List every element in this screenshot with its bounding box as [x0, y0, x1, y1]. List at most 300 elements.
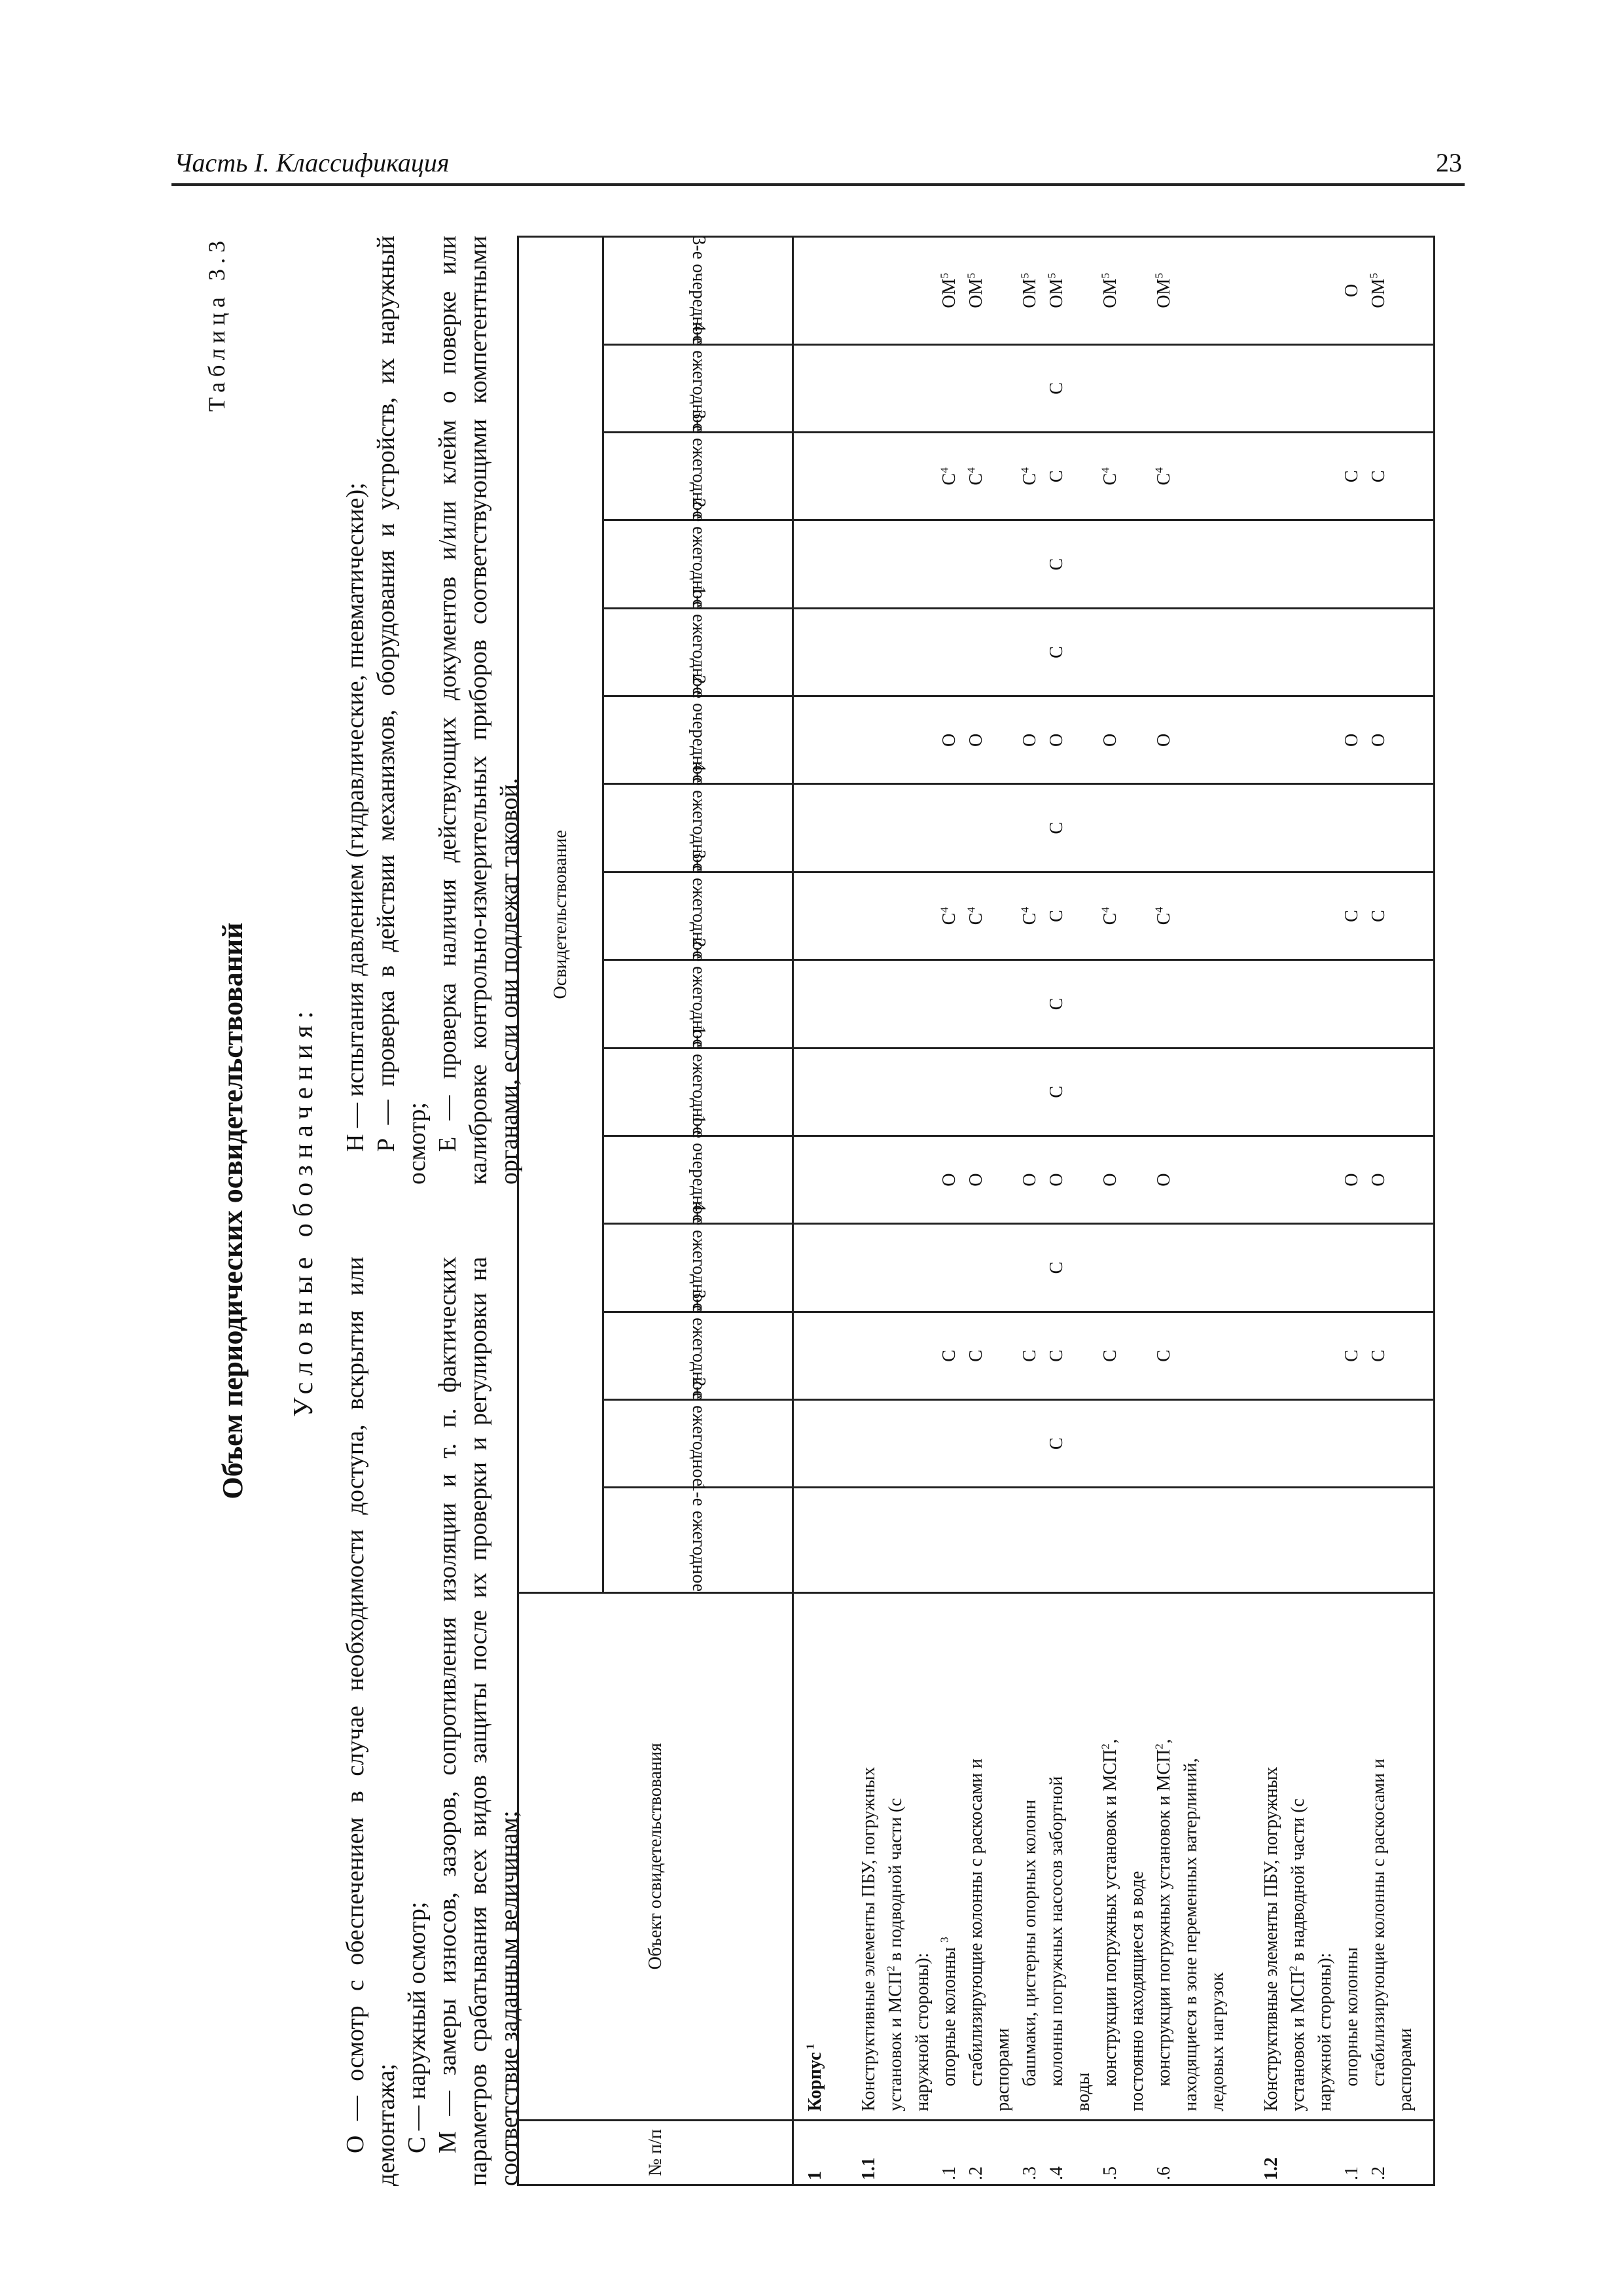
survey-mark: $С^4$: [938, 467, 959, 486]
survey-mark: [1311, 873, 1338, 959]
survey-mark: [1392, 1401, 1419, 1486]
period-label: 1-е ежегодное: [688, 1482, 709, 1592]
survey-mark: С: [1046, 470, 1067, 483]
survey-mark: [829, 697, 855, 783]
survey-mark: [1016, 785, 1043, 871]
survey-mark: [1392, 1049, 1419, 1135]
survey-mark: С: [939, 1350, 959, 1362]
survey-mark: [1258, 433, 1285, 519]
survey-mark: [1392, 238, 1419, 344]
survey-mark: [1150, 609, 1177, 695]
survey-mark: [882, 1313, 909, 1399]
marks-column-7: [793, 960, 1435, 1048]
survey-mark: [990, 346, 1016, 431]
survey-mark: [1392, 1313, 1419, 1399]
survey-mark: [1258, 1137, 1285, 1223]
legend-heading: Условные обозначения:: [289, 1004, 319, 1418]
row-number: .2: [966, 2166, 986, 2180]
object-line: стабилизирующие колонны с раскосами и: [1368, 1758, 1389, 2087]
survey-mark: [1231, 521, 1258, 607]
survey-mark: [1258, 1401, 1285, 1486]
survey-mark: [1365, 346, 1392, 431]
survey-mark: [1231, 961, 1258, 1047]
survey-mark: [1124, 1049, 1150, 1135]
survey-mark: [1311, 1049, 1338, 1135]
survey-mark: [1338, 1049, 1365, 1135]
object-line: [1231, 1602, 1258, 2111]
survey-mark: [1311, 1137, 1338, 1223]
object-line: постоянно находящиеся в воде: [1127, 1871, 1147, 2111]
period-label: 3-е ежегодное: [688, 1289, 709, 1399]
survey-mark: [855, 1049, 882, 1135]
survey-mark: [1258, 521, 1285, 607]
survey-mark: [1177, 961, 1204, 1047]
survey-mark: [909, 1313, 936, 1399]
survey-mark: [1070, 1225, 1097, 1310]
survey-mark: [802, 1313, 829, 1399]
object-line: Конструктивные элементы ПБУ, погружных: [1261, 1767, 1281, 2111]
survey-mark: [1016, 1401, 1043, 1486]
survey-mark: [802, 873, 829, 959]
survey-mark: [1311, 521, 1338, 607]
survey-mark: [1258, 785, 1285, 871]
survey-mark: О: [1342, 1173, 1362, 1187]
survey-mark: [855, 785, 882, 871]
survey-mark: [1204, 433, 1231, 519]
survey-mark: [990, 1049, 1016, 1135]
survey-mark: [1070, 1313, 1097, 1399]
survey-mark: [909, 961, 936, 1047]
survey-mark: [1285, 346, 1311, 431]
survey-mark: [1285, 697, 1311, 783]
survey-mark: [1285, 1313, 1311, 1399]
survey-mark: [1392, 1137, 1419, 1223]
period-label: 2-е ежегодное: [688, 1377, 709, 1487]
period-label: 3-е ежегодное: [688, 850, 709, 960]
survey-mark: О: [939, 733, 959, 747]
survey-mark: [1150, 1225, 1177, 1310]
survey-mark: [1311, 238, 1338, 344]
survey-mark: [936, 961, 963, 1047]
survey-mark: С: [1368, 470, 1389, 483]
period-header-8: [603, 850, 793, 960]
survey-mark: [1070, 697, 1097, 783]
survey-mark: [1285, 433, 1311, 519]
survey-mark: [1097, 346, 1124, 431]
survey-mark: [936, 346, 963, 431]
survey-mark: [936, 609, 963, 695]
marks-column-5: [793, 1136, 1435, 1223]
survey-mark: [1258, 1225, 1285, 1310]
survey-mark: [1285, 785, 1311, 871]
survey-mark: [990, 1225, 1016, 1310]
row-number: [1124, 2125, 1150, 2180]
survey-mark: [1204, 1225, 1231, 1310]
survey-mark: [829, 873, 855, 959]
survey-mark: [1204, 1049, 1231, 1135]
survey-mark: [882, 1488, 909, 1591]
survey-mark: [1285, 1488, 1311, 1591]
survey-mark: $ОМ^5$: [1099, 272, 1120, 308]
survey-mark: [1365, 1488, 1392, 1591]
survey-mark: [1016, 1049, 1043, 1135]
period-label: 1-е ежегодное: [688, 1026, 709, 1135]
legend-m: М — замеры износов, зазоров, сопротивления изоляции и т. п. фактических параметров срабатывания всех видов защиты после их проверки и регулировки на соответствие заданным величинам;: [434, 1257, 523, 2186]
period-label: 2-е очередное: [688, 675, 709, 783]
survey-mark: [1124, 609, 1150, 695]
marks-column-8: [793, 872, 1435, 960]
survey-mark: [1177, 1401, 1204, 1486]
survey-mark: [1070, 1137, 1097, 1223]
survey-mark: [1150, 1488, 1177, 1591]
survey-mark: $ОМ^5$: [965, 272, 986, 308]
survey-mark: [1338, 609, 1365, 695]
survey-mark: [1338, 1225, 1365, 1310]
survey-mark: О: [1100, 1173, 1120, 1187]
survey-mark: [1258, 873, 1285, 959]
marks-column-1: [793, 1488, 1435, 1592]
survey-mark: [1258, 609, 1285, 695]
period-header-11: [603, 586, 793, 696]
survey-mark: С: [1046, 1437, 1067, 1450]
row-number: [1204, 2125, 1231, 2180]
survey-mark: [1285, 1225, 1311, 1310]
survey-mark: [1070, 873, 1097, 959]
survey-mark: [1258, 697, 1285, 783]
row-number: [1311, 2125, 1338, 2180]
survey-mark: С: [1368, 1350, 1389, 1362]
survey-mark: [802, 1488, 829, 1591]
survey-mark: [829, 609, 855, 695]
survey-mark: [802, 521, 829, 607]
survey-mark: [1124, 238, 1150, 344]
survey-mark: [829, 238, 855, 344]
survey-mark: [829, 346, 855, 431]
survey-mark: [1311, 1225, 1338, 1310]
survey-mark: [1392, 1225, 1419, 1310]
period-header-7: [603, 938, 793, 1048]
survey-mark: [1070, 1049, 1097, 1135]
survey-mark: [882, 609, 909, 695]
survey-mark: [1124, 346, 1150, 431]
survey-mark: [1070, 521, 1097, 607]
survey-mark: [1204, 961, 1231, 1047]
survey-mark: [1097, 609, 1124, 695]
survey-mark: [1150, 961, 1177, 1047]
survey-mark: [990, 961, 1016, 1047]
period-header-13: [603, 410, 793, 520]
survey-mark: [1285, 1137, 1311, 1223]
survey-mark: [1231, 1488, 1258, 1591]
survey-mark: С: [1100, 1350, 1120, 1362]
survey-mark: О: [1342, 733, 1362, 747]
marks-column-9: [793, 784, 1435, 872]
survey-mark: О: [966, 733, 986, 747]
survey-mark: $ОМ^5$: [1152, 272, 1174, 308]
survey-mark: [1365, 785, 1392, 871]
period-label: 4-е ежегодное: [688, 1202, 709, 1311]
survey-mark: [1311, 346, 1338, 431]
object-line: конструкции погружных установок и МСП$^2$,: [1099, 1739, 1120, 2087]
survey-mark: [1150, 1049, 1177, 1135]
survey-mark: [1097, 521, 1124, 607]
survey-mark: [1365, 609, 1392, 695]
survey-mark: С: [1046, 1085, 1067, 1098]
survey-mark: [1070, 433, 1097, 519]
survey-mark: [1258, 1488, 1285, 1591]
period-label: 3-е ежегодное: [688, 410, 709, 520]
survey-mark: [882, 238, 909, 344]
survey-mark: [1258, 346, 1285, 431]
survey-mark: [909, 1401, 936, 1486]
objects-column: [793, 1592, 1435, 2120]
survey-mark: [1124, 961, 1150, 1047]
survey-mark: [855, 346, 882, 431]
marks-column-2: [793, 1400, 1435, 1488]
survey-mark: [882, 1049, 909, 1135]
survey-mark: [963, 1401, 990, 1486]
marks-column-3: [793, 1312, 1435, 1399]
marks-column-14: [793, 344, 1435, 432]
survey-mark: [1231, 697, 1258, 783]
survey-mark: [1124, 433, 1150, 519]
row-number: [990, 2125, 1016, 2180]
survey-mark: С: [1342, 910, 1362, 922]
survey-mark: [1231, 785, 1258, 871]
marks-column-12: [793, 520, 1435, 608]
survey-mark: [882, 1137, 909, 1223]
object-line: [829, 1602, 855, 2111]
survey-mark: [855, 1313, 882, 1399]
row-number: .1: [1342, 2166, 1362, 2180]
period-label: 4-е ежегодное: [688, 322, 709, 432]
object-line: Конструктивные элементы ПБУ, погружных: [859, 1767, 879, 2111]
period-header-3: [603, 1289, 793, 1399]
survey-mark: С: [1046, 910, 1067, 922]
survey-mark: [1177, 1049, 1204, 1135]
survey-mark: [1124, 1488, 1150, 1591]
survey-mark: О: [1020, 1173, 1040, 1187]
survey-mark: [855, 1137, 882, 1223]
running-title: Часть I. Классификация: [174, 148, 450, 177]
survey-mark: [1311, 785, 1338, 871]
survey-mark: [882, 346, 909, 431]
numbers-column: [793, 2120, 1435, 2185]
header-survey: Освидетельствование: [518, 237, 603, 1593]
survey-mark: [829, 1225, 855, 1310]
survey-mark: [1285, 238, 1311, 344]
survey-mark: [1070, 346, 1097, 431]
survey-mark: [855, 521, 882, 607]
survey-mark: С: [1046, 1350, 1067, 1362]
survey-mark: [1365, 1049, 1392, 1135]
survey-mark: [936, 1488, 963, 1591]
survey-mark: [1285, 1049, 1311, 1135]
survey-mark: [802, 961, 829, 1047]
survey-mark: С: [1368, 910, 1389, 922]
survey-mark: [1016, 1225, 1043, 1310]
survey-mark: О: [1342, 283, 1362, 297]
object-line: опорные колонны $^3$: [938, 1937, 959, 2087]
survey-mark: [882, 1225, 909, 1310]
object-line: установок и МСП$^2$ в надводной части (с: [1287, 1799, 1308, 2111]
survey-mark: О: [1100, 733, 1120, 747]
survey-mark: [855, 1488, 882, 1591]
row-number: [1177, 2125, 1204, 2180]
survey-mark: С: [1046, 558, 1067, 571]
survey-mark: [1365, 1401, 1392, 1486]
survey-mark: [1097, 1225, 1124, 1310]
survey-mark: [1392, 521, 1419, 607]
survey-mark: [909, 873, 936, 959]
survey-mark: [936, 1225, 963, 1310]
survey-mark: О: [939, 1173, 959, 1187]
row-number: [882, 2125, 909, 2180]
survey-mark: [1043, 1488, 1070, 1591]
marks-column-13: [793, 433, 1435, 520]
period-header-10: [603, 675, 793, 784]
object-line: распорами: [1395, 2028, 1416, 2111]
survey-mark: С: [966, 1350, 986, 1362]
survey-mark: [829, 521, 855, 607]
survey-mark: [990, 785, 1016, 871]
survey-mark: [1231, 433, 1258, 519]
object-line: установок и МСП$^2$ в подводной части (с: [884, 1798, 906, 2111]
survey-mark: [829, 1488, 855, 1591]
survey-mark: [882, 961, 909, 1047]
survey-mark: С: [1046, 997, 1067, 1011]
survey-mark: [1365, 521, 1392, 607]
survey-mark: [1177, 238, 1204, 344]
survey-mark: [1124, 873, 1150, 959]
survey-mark: [1204, 1137, 1231, 1223]
survey-mark: [1204, 609, 1231, 695]
survey-mark: [990, 1137, 1016, 1223]
survey-mark: [1097, 1401, 1124, 1486]
survey-mark: [1016, 609, 1043, 695]
survey-mark: [1150, 1401, 1177, 1486]
survey-mark: $С^4$: [1152, 467, 1174, 486]
survey-mark: [1177, 433, 1204, 519]
survey-mark: [909, 1049, 936, 1135]
survey-mark: [1258, 238, 1285, 344]
survey-mark: [1124, 1225, 1150, 1310]
survey-mark: [1204, 1313, 1231, 1399]
survey-mark: $С^4$: [1018, 467, 1040, 486]
table-title: Объем периодических освидетельствований: [217, 922, 249, 1499]
survey-mark: [1392, 697, 1419, 783]
survey-mark: $С^4$: [965, 467, 986, 486]
survey-mark: [990, 609, 1016, 695]
survey-mark: [1338, 785, 1365, 871]
survey-mark: [1231, 1313, 1258, 1399]
survey-mark: [882, 697, 909, 783]
survey-mark: [1150, 521, 1177, 607]
survey-mark: [1311, 1401, 1338, 1486]
survey-mark: [1016, 346, 1043, 431]
survey-mark: [1124, 785, 1150, 871]
survey-mark: [1150, 785, 1177, 871]
survey-mark: [909, 697, 936, 783]
survey-mark: $ОМ^5$: [1367, 272, 1389, 308]
row-number: [1070, 2125, 1097, 2180]
legend-c: С — наружный осмотр;: [403, 1901, 431, 2153]
survey-mark: [1392, 433, 1419, 519]
survey-mark: С: [1020, 1350, 1040, 1362]
row-number: .3: [1020, 2166, 1040, 2180]
object-line: стабилизирующие колонны с раскосами и: [966, 1758, 986, 2087]
survey-mark: С: [1046, 646, 1067, 658]
survey-mark: [1258, 1049, 1285, 1135]
survey-mark: [1311, 433, 1338, 519]
header-object: Объект освидетельствования: [518, 1592, 793, 2120]
survey-mark: [1016, 1488, 1043, 1591]
period-header-1: [603, 1482, 793, 1592]
survey-mark: [829, 785, 855, 871]
survey-mark: [909, 1225, 936, 1310]
survey-mark: С: [1342, 470, 1362, 483]
period-header-2: [603, 1377, 793, 1488]
object-line: находящиеся в зоне переменных ватерлиний,: [1181, 1758, 1201, 2111]
survey-mark: [1338, 1401, 1365, 1486]
survey-mark: [1177, 609, 1204, 695]
survey-mark: $ОМ^5$: [1018, 272, 1040, 308]
row-number: .6: [1154, 2166, 1174, 2180]
survey-mark: [1097, 1488, 1124, 1591]
survey-mark: $ОМ^5$: [938, 272, 959, 308]
survey-mark: [1338, 1488, 1365, 1591]
survey-mark: $С^4$: [965, 906, 986, 925]
period-header-4: [603, 1202, 793, 1312]
survey-mark: С: [1046, 382, 1067, 395]
period-label: 1-е ежегодное: [688, 586, 709, 696]
survey-mark: [963, 785, 990, 871]
survey-mark: [1231, 1049, 1258, 1135]
page-header: [171, 145, 1465, 186]
legend-e: Е — проверка наличия действующих документов и/или клейм о поверке или калибровке контрольно-измерительных приборов соответствующими компетентными органами, если они подлежат таковой.: [434, 236, 523, 1185]
survey-mark: $С^4$: [1099, 906, 1120, 925]
survey-mark: [1177, 1137, 1204, 1223]
survey-mark: [909, 521, 936, 607]
survey-mark: $С^4$: [1152, 906, 1174, 925]
survey-mark: [1258, 1313, 1285, 1399]
object-line: наружной стороны):: [1315, 1952, 1335, 2111]
survey-mark: [1204, 238, 1231, 344]
row-number: .2: [1368, 2166, 1389, 2180]
survey-mark: [1204, 521, 1231, 607]
survey-mark: [802, 697, 829, 783]
survey-mark: [909, 238, 936, 344]
survey-mark: О: [1154, 733, 1174, 747]
header-no: № п/п: [518, 2120, 793, 2185]
survey-mark: $С^4$: [1018, 906, 1040, 925]
survey-mark: [1204, 1488, 1231, 1591]
survey-mark: [936, 1401, 963, 1486]
survey-mark: [802, 1225, 829, 1310]
survey-mark: О: [1368, 1173, 1389, 1187]
row-number: 1.2: [1261, 2157, 1281, 2180]
survey-mark: [802, 346, 829, 431]
survey-mark: [990, 1313, 1016, 1399]
survey-mark: [936, 785, 963, 871]
period-header-12: [603, 498, 793, 608]
survey-mark: [1124, 521, 1150, 607]
period-label: 3-е очередное: [688, 236, 709, 344]
object-line: воды: [1073, 2072, 1094, 2111]
survey-mark: [1177, 785, 1204, 871]
period-label: 1-е очередное: [688, 1115, 709, 1223]
survey-mark: [855, 238, 882, 344]
